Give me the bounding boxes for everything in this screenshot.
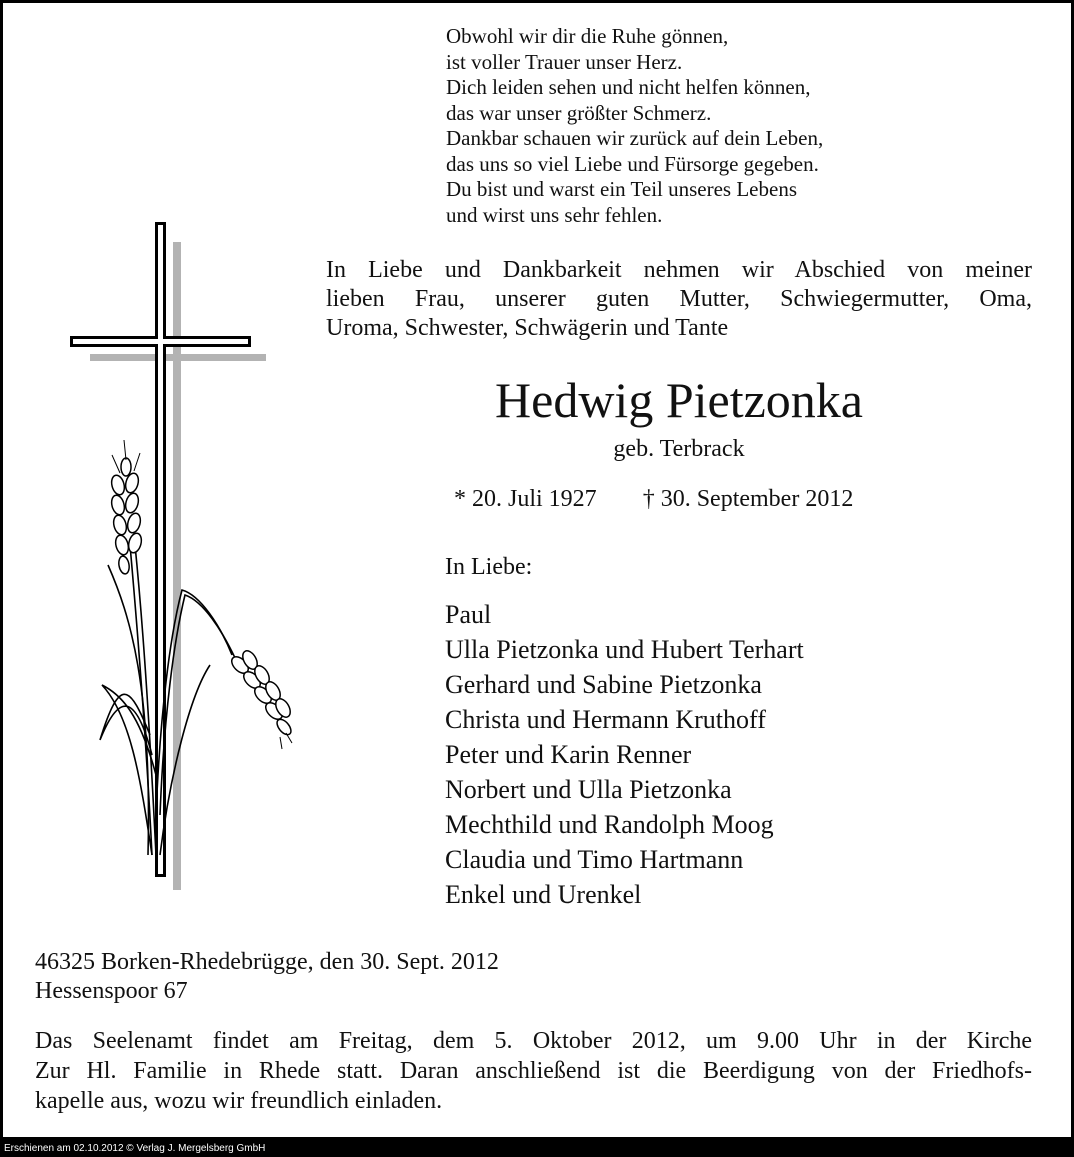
poem-line: Dich leiden sehen und nicht helfen können, — [446, 75, 811, 99]
mourner-name: Claudia und Timo Hartmann — [445, 845, 744, 874]
street-address: Hessenspoor 67 — [35, 978, 188, 1004]
maiden-name: geb. Terbrack — [613, 436, 745, 462]
intro-line: In Liebe und Dankbarkeit nehmen wir Abschied von meiner — [326, 257, 1032, 283]
service-line: Zur Hl. Familie in Rhede statt. Daran anschließend ist die Beerdigung von der Friedhofs- — [35, 1058, 1032, 1084]
life-dates — [454, 484, 853, 514]
mourner-name: Peter und Karin Renner — [445, 740, 692, 769]
publication-footer — [0, 1140, 1074, 1157]
poem-line: Obwohl wir dir die Ruhe gönnen, — [446, 24, 729, 48]
death-date: † 30. September 2012 — [642, 486, 854, 512]
birth-date: * 20. Juli 1927 — [454, 486, 597, 512]
poem-line: Du bist und warst ein Teil unseres Lebens — [446, 177, 797, 201]
poem-line: das war unser größter Schmerz. — [446, 100, 712, 125]
mourners-list — [445, 597, 804, 912]
poem-line: ist voller Trauer unser Herz. — [446, 49, 683, 74]
service-line: Das Seelenamt findet am Freitag, dem 5. Oktober 2012, um 9.00 Uhr in der Kirche — [35, 1028, 1032, 1054]
poem — [446, 24, 823, 228]
poem-line: das uns so viel Liebe und Fürsorge gegeben. — [446, 151, 819, 176]
mourner-name: Mechthild und Randolph Moog — [445, 810, 774, 839]
mourner-name: Paul — [445, 600, 492, 629]
service-notice — [35, 1026, 1032, 1116]
service-line: kapelle aus, wozu wir freundlich einladen. — [35, 1088, 443, 1114]
intro-line: lieben Frau, unserer guten Mutter, Schwiegermutter, Oma, — [326, 286, 1032, 312]
poem-line: und wirst uns sehr fehlen. — [446, 202, 663, 227]
mourner-name: Ulla Pietzonka und Hubert Terhart — [445, 635, 804, 664]
place-date: 46325 Borken-Rhedebrügge, den 30. Sept. 2012 — [35, 949, 499, 975]
footer-text: Erschienen am 02.10.2012 © Verlag J. Mergelsberg GmbH — [4, 1143, 266, 1154]
farewell-intro — [326, 256, 1032, 343]
mourner-name: Christa und Hermann Kruthoff — [445, 705, 766, 734]
mourner-name: Enkel und Urenkel — [445, 880, 642, 909]
mourners-heading: In Liebe: — [445, 554, 533, 580]
deceased-name: Hedwig Pietzonka — [495, 372, 863, 428]
intro-line: Uroma, Schwester, Schwägerin und Tante — [326, 315, 729, 341]
poem-line: Dankbar schauen wir zurück auf dein Leben, — [446, 126, 824, 150]
mourner-name: Gerhard und Sabine Pietzonka — [445, 670, 762, 699]
mourner-name: Norbert und Ulla Pietzonka — [445, 775, 732, 804]
address-block — [35, 948, 499, 1006]
cross-with-wheat-icon — [60, 215, 300, 895]
